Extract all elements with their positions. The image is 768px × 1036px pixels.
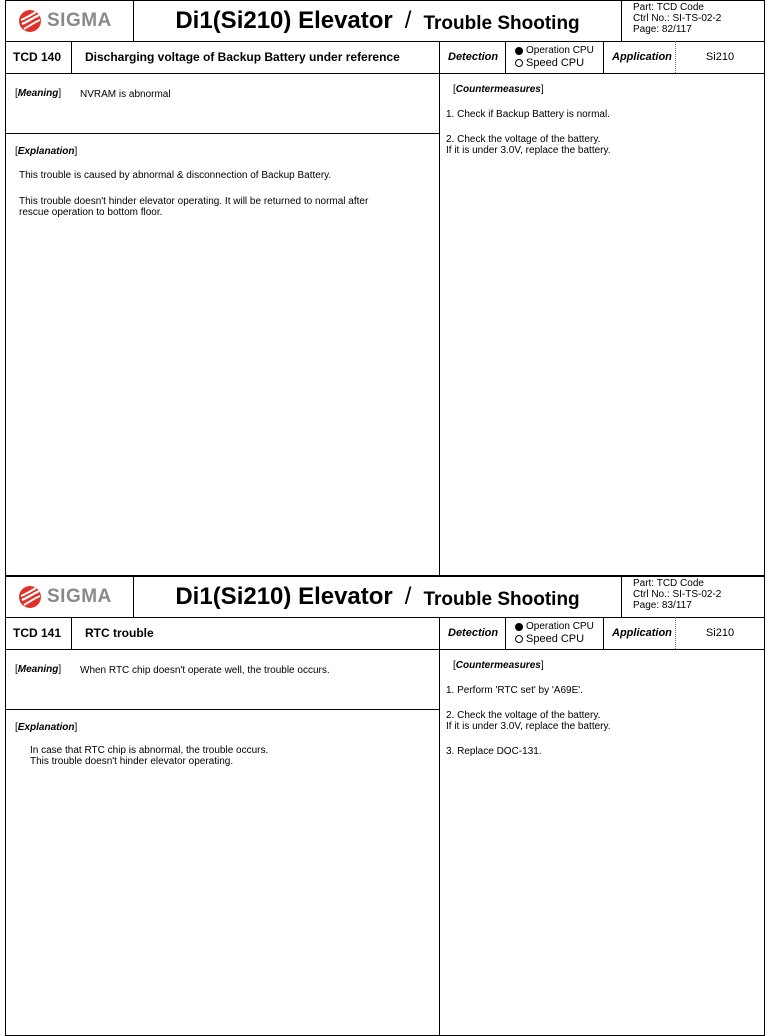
radio-filled-icon — [515, 623, 523, 631]
countermeasure-item: 3. Replace DOC-131. — [446, 746, 542, 757]
detection-option-label: Speed CPU — [526, 633, 585, 645]
company-logo — [6, 577, 134, 617]
part-info: Part: TCD Code — [633, 578, 704, 589]
tcd-code: TCD 141 — [6, 617, 72, 649]
sheet-header — [6, 577, 764, 618]
document-title — [134, 1, 621, 41]
application-label: Application — [604, 617, 676, 649]
detection-option-label: Operation CPU — [526, 621, 594, 632]
left-column — [6, 649, 440, 1035]
meaning-label: [Meaning] — [15, 88, 62, 99]
detection-option — [515, 633, 584, 645]
trouble-sheet-1 — [5, 0, 765, 576]
title-separator: / — [404, 7, 412, 34]
application-value: Si210 — [705, 627, 735, 639]
meaning-section — [6, 73, 439, 134]
document-title — [134, 577, 621, 617]
trouble-sheet-2 — [5, 576, 765, 1036]
explanation-body — [19, 170, 419, 233]
tcd-title: Discharging voltage of Backup Battery under reference — [85, 50, 400, 64]
detection-label: Detection — [439, 41, 506, 73]
meaning-text: NVRAM is abnormal — [80, 89, 171, 100]
logo-text: SIGMA — [47, 10, 112, 31]
detection-option — [515, 621, 594, 633]
radio-filled-icon — [515, 47, 523, 55]
document-info — [621, 1, 764, 41]
explanation-paragraph: This trouble is caused by abnormal & disconnection of Backup Battery. — [19, 170, 332, 181]
logo-text: SIGMA — [47, 586, 112, 607]
page-info: Page: 83/117 — [633, 600, 692, 611]
tcd-title: RTC trouble — [85, 626, 154, 640]
detection-option — [515, 45, 594, 57]
meaning-section — [6, 649, 439, 710]
countermeasures-label: [Countermeasures] — [453, 84, 544, 95]
countermeasure-item: 2. Check the voltage of the battery. If it is under 3.0V, replace the battery. — [446, 134, 611, 156]
tcd-row — [6, 617, 764, 650]
explanation-body — [30, 745, 430, 782]
sigma-logo-icon — [18, 9, 42, 33]
detection-options — [506, 41, 604, 73]
document-info — [621, 577, 764, 617]
title-main: Di1(Si210) Elevator — [175, 7, 393, 34]
explanation-label: [Explanation] — [15, 722, 78, 733]
meaning-label: [Meaning] — [15, 664, 62, 675]
sheet-header — [6, 1, 764, 42]
title-subtitle: Trouble Shooting — [423, 588, 580, 610]
countermeasures-section — [439, 649, 764, 1035]
left-column — [6, 73, 440, 575]
radio-empty-icon — [515, 635, 523, 643]
tcd-row — [6, 41, 764, 74]
title-separator: / — [404, 583, 412, 610]
page-info: Page: 82/117 — [633, 24, 692, 35]
tcd-code: TCD 140 — [6, 41, 72, 73]
part-info: Part: TCD Code — [633, 2, 704, 13]
application-value: Si210 — [705, 51, 735, 63]
countermeasures-list — [446, 685, 756, 771]
detection-option — [515, 57, 584, 69]
detection-label: Detection — [439, 617, 506, 649]
countermeasure-item: 1. Check if Backup Battery is normal. — [446, 109, 610, 120]
countermeasure-item: 1. Perform 'RTC set' by 'A69E'. — [446, 685, 583, 696]
meaning-text: When RTC chip doesn't operate well, the trouble occurs. — [80, 665, 330, 676]
detection-option-label: Operation CPU — [526, 45, 594, 56]
radio-empty-icon — [515, 59, 523, 67]
countermeasures-section — [439, 73, 764, 575]
application-label: Application — [604, 41, 676, 73]
detection-option-label: Speed CPU — [526, 57, 585, 69]
countermeasures-list — [446, 109, 756, 170]
ctrl-no-info: Ctrl No.: SI-TS-02-2 — [633, 589, 722, 600]
countermeasures-label: [Countermeasures] — [453, 660, 544, 671]
company-logo — [6, 1, 134, 41]
countermeasure-item: 2. Check the voltage of the battery. If it is under 3.0V, replace the battery. — [446, 710, 611, 732]
explanation-label: [Explanation] — [15, 146, 78, 157]
ctrl-no-info: Ctrl No.: SI-TS-02-2 — [633, 13, 722, 24]
explanation-paragraph: This trouble doesn't hinder elevator operating. It will be returned to normal after rescue operation to bottom floor. — [19, 196, 369, 218]
sigma-logo-icon — [18, 585, 42, 609]
title-subtitle: Trouble Shooting — [423, 12, 580, 34]
detection-options — [506, 617, 604, 649]
explanation-paragraph: In case that RTC chip is abnormal, the trouble occurs. This trouble doesn't hinder elevator operating. — [30, 745, 269, 767]
title-main: Di1(Si210) Elevator — [175, 583, 393, 610]
